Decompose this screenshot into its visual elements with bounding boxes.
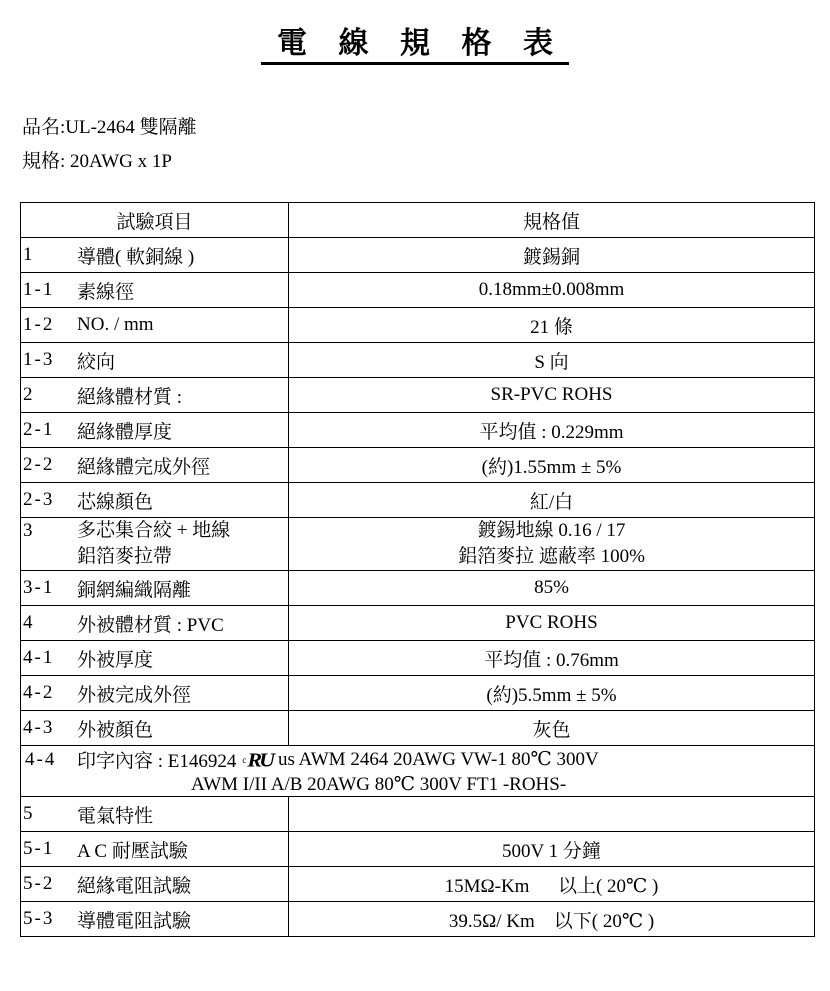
- table-row: [21, 483, 815, 518]
- product-name: 品名:UL-2464 雙隔離: [22, 117, 197, 138]
- row-value: 21 條: [289, 308, 815, 343]
- table-row: [21, 797, 815, 832]
- row-number: 1-3: [23, 349, 55, 370]
- row-number: 5-2: [23, 873, 55, 894]
- print-content-line2: AWM I/II A/B 20AWG 80℃ 300V FT1 -ROHS-: [191, 774, 567, 795]
- ul-c-mark: c: [242, 754, 247, 765]
- row-item: 銅網編織隔離: [77, 579, 192, 601]
- row-item: 絕緣電阻試驗: [77, 875, 192, 897]
- table-row: [21, 902, 815, 937]
- row-item: 外被體材質 : PVC: [77, 614, 224, 636]
- row-value-line2: 鋁箔麥拉 遮蔽率 100%: [458, 546, 645, 567]
- row-number: 2-2: [23, 454, 55, 475]
- table-row: [21, 571, 815, 606]
- table-header-row: [21, 203, 815, 238]
- row-value: 鍍錫地線 0.16 / 17: [477, 520, 626, 541]
- table-row: [21, 641, 815, 676]
- row-item: 導體電阻試驗: [77, 910, 192, 932]
- table-row: [21, 378, 815, 413]
- row-number: 1: [23, 244, 35, 265]
- row-value: 鍍錫銅: [289, 238, 815, 273]
- row-value: SR-PVC ROHS: [289, 378, 815, 413]
- row-item: 外被完成外徑: [77, 684, 192, 706]
- row-number: 1-1: [23, 279, 55, 300]
- row-number: 5-1: [23, 838, 55, 859]
- row-item: 導體( 軟銅線 ): [77, 246, 195, 268]
- table-row: [21, 343, 815, 378]
- row-value: [289, 797, 815, 832]
- header-item: 試驗項目: [21, 203, 289, 238]
- row-value: 39.5Ω/ Km 以下( 20℃ ): [289, 902, 815, 937]
- row-number: 4-3: [23, 717, 55, 738]
- row-number: 3: [23, 520, 35, 541]
- row-number: 5-3: [23, 908, 55, 929]
- table-row: [21, 518, 815, 571]
- row-value: (約)1.55mm ± 5%: [289, 448, 815, 483]
- row-value: 15MΩ-Km 以上( 20℃ ): [289, 867, 815, 902]
- print-content-line1: us AWM 2464 20AWG VW-1 80℃ 300V: [277, 749, 599, 770]
- row-item: 絞向: [77, 351, 116, 373]
- row-item: 外被厚度: [77, 649, 154, 671]
- table-row: [21, 606, 815, 641]
- row-item: 絕緣體材質 :: [77, 386, 183, 408]
- row-number: 3-1: [23, 577, 55, 598]
- table-row: [21, 273, 815, 308]
- row-value: PVC ROHS: [289, 606, 815, 641]
- row-item: NO. / mm: [77, 314, 154, 335]
- row-number: 1-2: [23, 314, 55, 335]
- row-item: 絕緣體完成外徑: [77, 456, 211, 478]
- table-row: [21, 238, 815, 273]
- table-row: [21, 867, 815, 902]
- row-value: (約)5.5mm ± 5%: [289, 676, 815, 711]
- row-value: 85%: [289, 571, 815, 606]
- row-value: S 向: [289, 343, 815, 378]
- row-value: 平均值 : 0.76mm: [289, 641, 815, 676]
- row-item: 芯線顏色: [77, 491, 154, 513]
- row-number: 4-1: [23, 647, 55, 668]
- row-value: 0.18mm±0.008mm: [289, 273, 815, 308]
- row-item: 多芯集合絞 + 地線: [77, 520, 231, 541]
- row-item: A C 耐壓試驗: [77, 840, 188, 862]
- table-row-print-content: [21, 746, 815, 797]
- ul-recognized-logo-icon: RU: [247, 747, 272, 771]
- row-number: 2-3: [23, 489, 55, 510]
- spec-table: [20, 202, 815, 937]
- row-item: 電氣特性: [77, 805, 154, 827]
- row-value: 500V 1 分鐘: [289, 832, 815, 867]
- table-row: [21, 832, 815, 867]
- table-row: [21, 676, 815, 711]
- document-title: 電 線 規 格 表: [0, 18, 830, 62]
- row-item: 外被顏色: [77, 719, 154, 741]
- row-item: 素線徑: [77, 281, 135, 303]
- row-item: 印字內容 : E146924: [77, 751, 237, 772]
- row-number: 4: [23, 612, 35, 633]
- table-row: [21, 711, 815, 746]
- table-row: [21, 308, 815, 343]
- row-number: 5: [23, 803, 35, 824]
- row-number: 4-4: [25, 748, 57, 770]
- table-row: [21, 413, 815, 448]
- row-value: 紅/白: [289, 483, 815, 518]
- product-spec: 規格: 20AWG x 1P: [22, 151, 172, 172]
- row-number: 2: [23, 384, 35, 405]
- row-number: 4-2: [23, 682, 55, 703]
- row-item-line2: 鋁箔麥拉帶: [77, 546, 173, 567]
- row-item: 絕緣體厚度: [77, 421, 173, 443]
- header-value: 規格值: [289, 203, 815, 238]
- row-value: 灰色: [289, 711, 815, 746]
- row-value: 平均值 : 0.229mm: [289, 413, 815, 448]
- table-row: [21, 448, 815, 483]
- row-number: 2-1: [23, 419, 55, 440]
